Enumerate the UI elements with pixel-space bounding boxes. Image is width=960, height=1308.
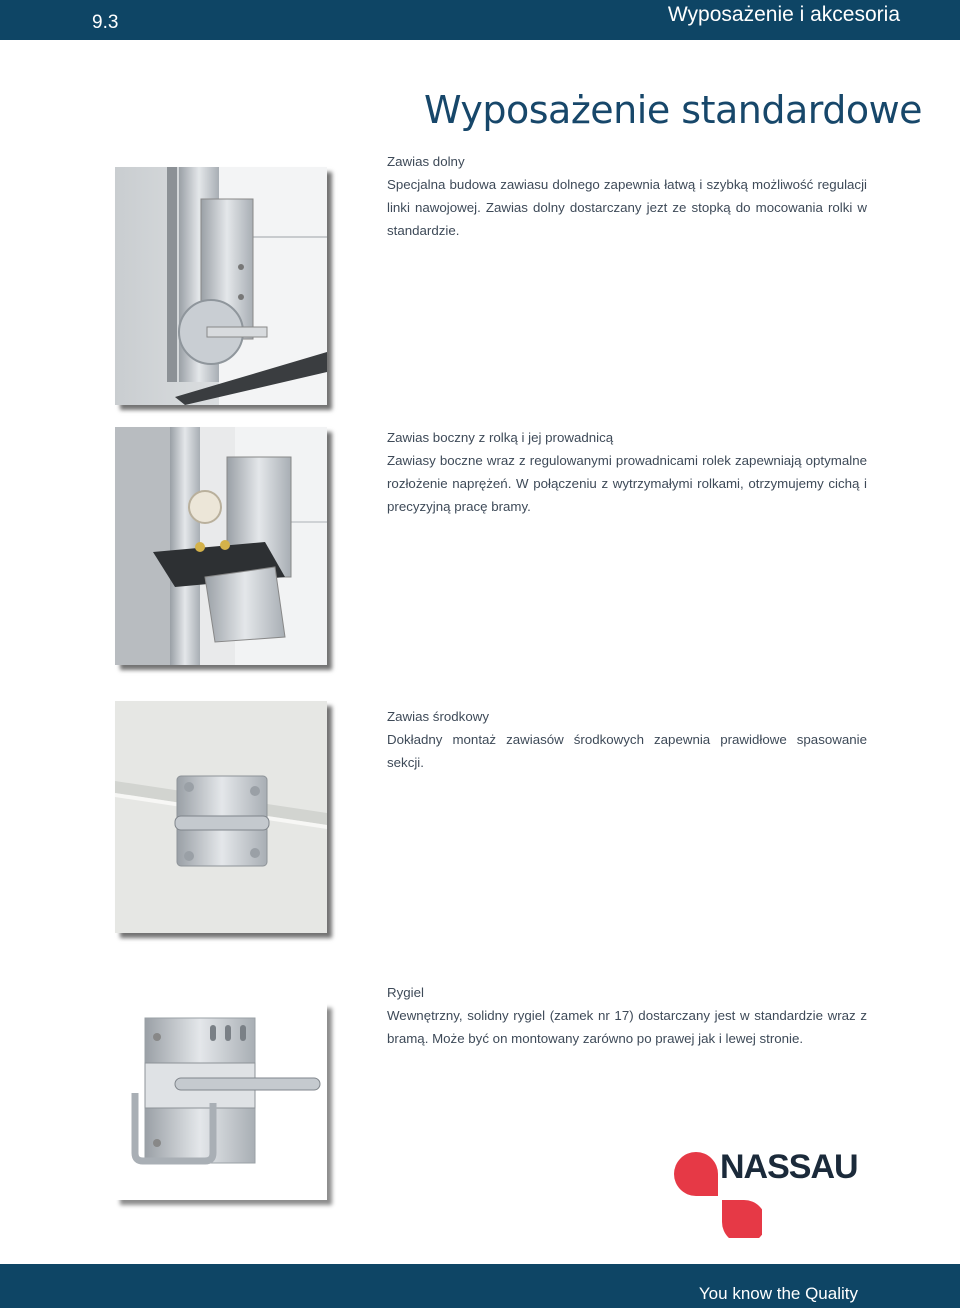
section-title: Wyposażenie i akcesoria [667, 3, 900, 26]
footer-bar [0, 1264, 960, 1308]
footer-slogan: You know the Quality [698, 1284, 858, 1303]
item-text: Specjalna budowa zawiasu dolnego zapewnia łatwą i szybką możliwość regulacji linki nawojowej. Zawias dolny dostarczany jezt ze stopką do mocowania rolki w standardzie. [387, 177, 867, 238]
logo-text: NASSAU [720, 1148, 858, 1186]
item-text: Dokładny montaż zawiasów środkowych zapewnia prawidłowe spasowanie sekcji. [387, 732, 867, 770]
latch-photo [115, 1003, 327, 1200]
middle-hinge-photo [115, 701, 327, 933]
item-bottom-hinge [387, 150, 867, 242]
item-middle-hinge [387, 705, 867, 774]
item-heading: Zawias dolny [387, 154, 465, 169]
item-heading: Rygiel [387, 985, 424, 1000]
page-title: Wyposażenie standardowe [424, 88, 923, 132]
item-latch [387, 981, 867, 1050]
item-side-hinge [387, 426, 867, 518]
header-bar [0, 0, 960, 40]
item-heading: Zawias boczny z rolką i jej prowadnicą [387, 430, 614, 445]
bottom-hinge-photo [115, 167, 327, 405]
item-text: Wewnętrzny, solidny rygiel (zamek nr 17) dostarczany jest w standardzie wraz z bramą. Może być on montowany zarówno po prawej jak i lewej stronie. [387, 1008, 867, 1046]
nassau-logo [672, 1148, 872, 1238]
side-hinge-photo [115, 427, 327, 665]
page-number: 9.3 [92, 12, 119, 33]
item-text: Zawiasy boczne wraz z regulowanymi prowadnicami rolek zapewniają optymalne rozłożenie naprężeń. W połączeniu z wytrzymałymi rolkami, otrzymujemy cichą i precyzyjną pracę bramy. [387, 453, 867, 514]
item-heading: Zawias środkowy [387, 709, 489, 724]
